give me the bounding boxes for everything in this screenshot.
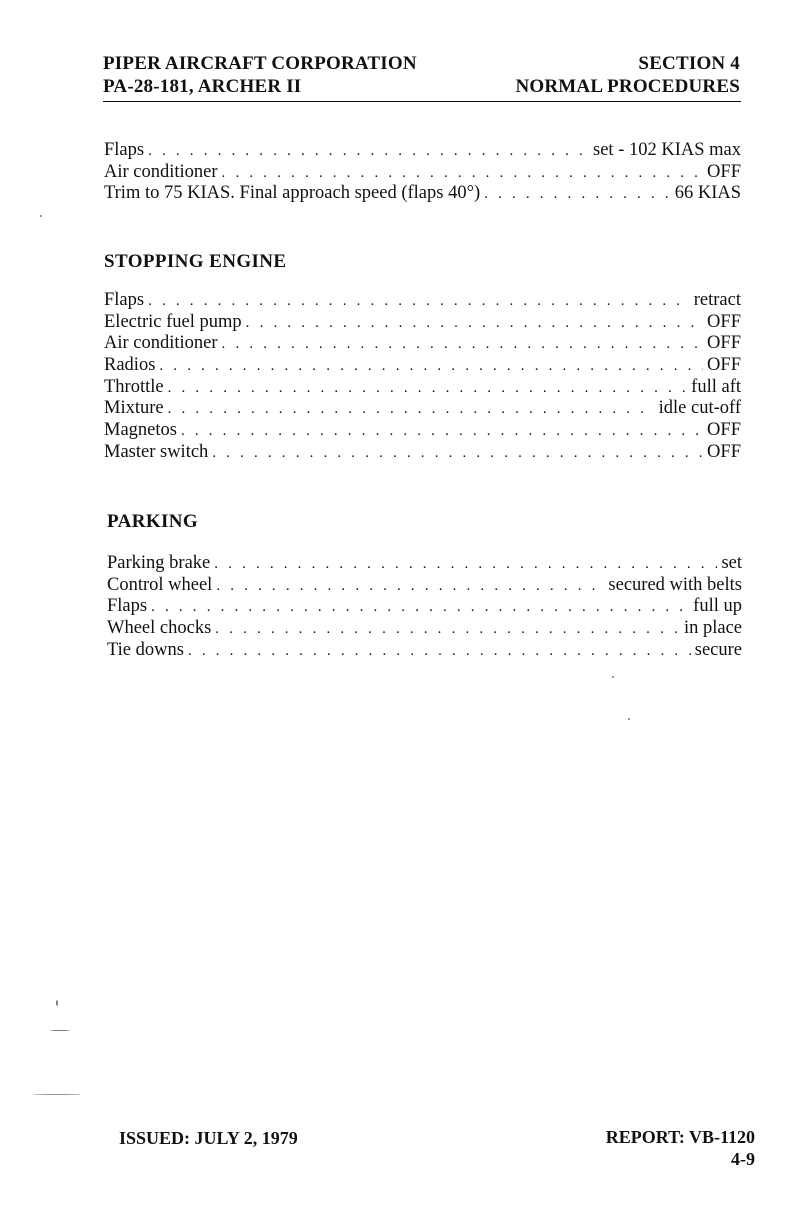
checklist-item: Trim to 75 KIAS. Final approach speed (flaps 40°) [104,183,481,204]
checklist-row [104,377,741,399]
leader-dots [246,313,703,335]
checklist-row [104,398,741,420]
stopping-engine-checklist [104,290,741,464]
leader-dots [216,576,604,598]
approach-checklist [104,140,741,205]
leader-dots [188,641,691,663]
checklist-item: Electric fuel pump [104,311,242,332]
section-title: NORMAL PROCEDURES [515,76,740,97]
page-footer-right [606,1126,755,1170]
checklist-row [107,553,742,575]
checklist-value: full up [693,596,742,617]
leader-dots [484,184,671,206]
scan-speck [628,718,630,720]
leader-dots [151,597,689,619]
page-number: 4-9 [731,1149,755,1169]
leader-dots [168,399,655,421]
checklist-row [104,162,741,184]
checklist-item: Magnetos [104,420,177,441]
leader-dots [215,619,680,641]
header-rule [103,101,741,102]
checklist-value: OFF [707,441,741,462]
scan-speck [612,676,614,678]
checklist-item: Air conditioner [104,333,218,354]
checklist-item: Air conditioner [104,161,218,182]
checklist-item: Wheel chocks [107,618,212,639]
checklist-value: set - 102 KIAS max [593,140,741,160]
checklist-item: Flaps [104,290,145,310]
checklist-row [104,355,741,377]
checklist-item: Parking brake [107,553,211,573]
checklist-value: in place [683,618,742,639]
checklist-item: Flaps [104,140,145,160]
checklist-value: full aft [691,376,741,397]
checklist-row [104,333,741,355]
checklist-row [104,442,741,464]
leader-dots [148,291,690,313]
checklist-value: secured with belts [608,574,742,595]
scan-speck [33,1094,81,1095]
checklist-row [107,618,742,640]
report-number: REPORT: VB-1120 [605,1127,755,1147]
scan-speck [40,215,42,217]
checklist-value: OFF [707,420,741,441]
aircraft-model: PA-28-181, ARCHER II [103,76,302,97]
checklist-item: Throttle [104,376,164,397]
leader-dots [222,334,704,356]
leader-dots [181,421,703,443]
checklist-item: Control wheel [107,574,213,595]
checklist-item: Radios [104,355,156,376]
checklist-row [107,640,742,662]
checklist-row [104,420,741,442]
leader-dots [168,378,688,400]
checklist-value: 66 KIAS [674,183,741,204]
checklist-row [107,596,742,618]
checklist-value: idle cut-off [658,398,741,419]
section-number: SECTION 4 [638,53,740,74]
checklist-row [104,183,741,205]
checklist-row [104,312,741,334]
checklist-item: Tie downs [107,639,184,660]
leader-dots [212,443,703,465]
checklist-value: secure [694,639,742,660]
checklist-value: OFF [707,161,741,182]
page-header-right [515,52,740,98]
checklist-row [104,290,741,312]
checklist-item: Mixture [104,398,164,419]
parking-checklist [107,553,742,661]
checklist-item: Master switch [104,441,209,462]
checklist-value: OFF [707,311,741,332]
leader-dots [222,163,704,185]
leader-dots [214,554,717,576]
checklist-value: retract [693,290,741,310]
parking-heading: PARKING [107,511,199,532]
checklist-item: Flaps [107,596,148,617]
company-name: PIPER AIRCRAFT CORPORATION [103,53,417,74]
stopping-engine-heading: STOPPING ENGINE [104,251,287,272]
checklist-value: OFF [707,333,741,354]
checklist-row [104,140,741,162]
issued-date: ISSUED: JULY 2, 1979 [119,1128,298,1148]
scan-speck [50,1030,70,1031]
scan-speck [56,1000,58,1006]
checklist-row [107,575,742,597]
checklist-value: OFF [707,355,741,376]
leader-dots [148,141,589,163]
page-header-left [103,52,417,98]
checklist-value: set [721,553,742,573]
leader-dots [159,356,703,378]
